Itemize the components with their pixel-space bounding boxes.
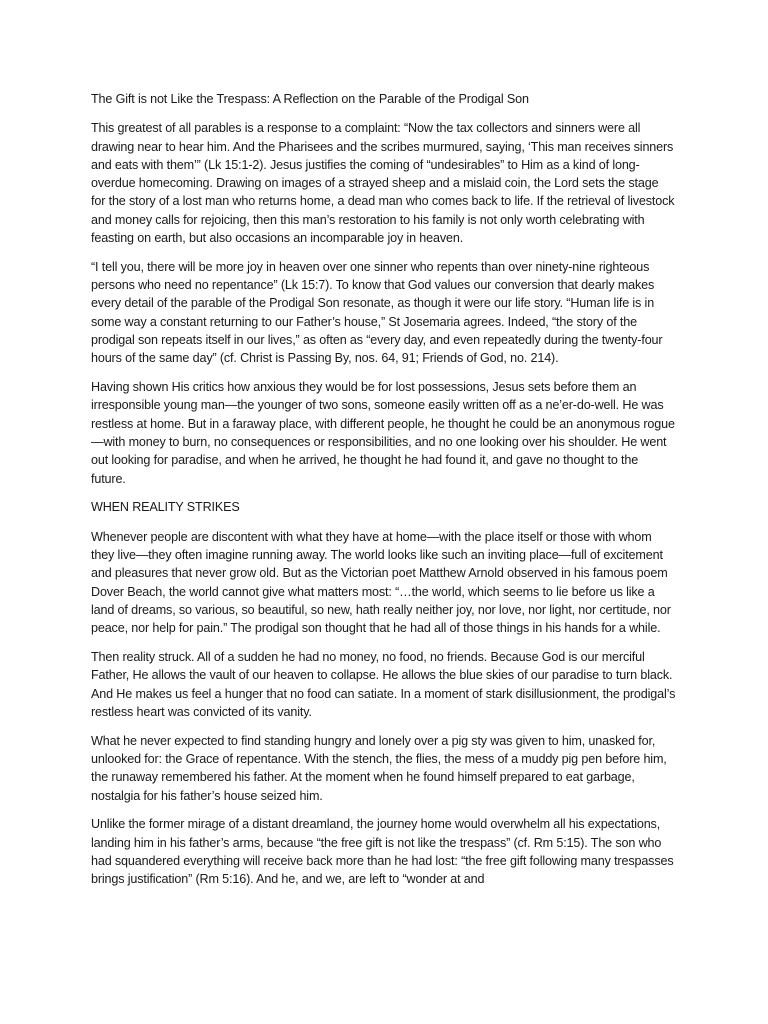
paragraph-7: Unlike the former mirage of a distant dreamland, the journey home would overwhelm all his expectations, landing him in his father’s arms, because “the free gift is not like the trespass” (cf. Rm 5:15). The son who had squandered everything will receive back more than he had lost: “the free gift following many trespasses brings justification” (Rm 5:16). And he, and we, are left to “wonder at and [91, 817, 674, 887]
paragraph-3: Having shown His critics how anxious they would be for lost possessions, Jesus sets before them an irresponsible young man—the younger of two sons, someone easily written off as a ne’er-do-well. He was restless at home. But in a faraway place, with different people, he thought he could be an anonymous rogue—with money to burn, no consequences or responsibilities, and no one looking over his shoulder. He went out looking for paradise, and when he arrived, he thought he had found it, and gave no thought to the future. [91, 380, 675, 486]
section-heading: WHEN REALITY STRIKES [91, 500, 240, 515]
paragraph-2: “I tell you, there will be more joy in heaven over one sinner who repents than over ninety-nine righteous persons who need no repentance” (Lk 15:7). To know that God values our conversion that dearly makes every detail of the parable of the Prodigal Son resonate, as though it were our life story. “Human life is in some way a constant returning to our Father’s house,” St Josemaria agrees. Indeed, “the story of the prodigal son repeats itself in our lives,” as often as “every day, and even repeatedly during the twenty-four hours of the same day” (cf. Christ is Passing By, nos. 64, 91; Friends of God, no. 214). [91, 259, 663, 366]
paragraph-4: Whenever people are discontent with what they have at home—with the place itself or those with whom they live—they often imagine running away. The world looks like such an inviting place—full of excitement and pleasures that never grow old. But as the Victorian poet Matthew Arnold observed in his famous poem Dover Beach, the world cannot give what matters most: “…the world, which seems to lie before us like a land of dreams, so various, so beautiful, so new, hath really neither joy, nor love, nor light, nor certitude, nor peace, nor help for pain.” The prodigal son thought that he had all of those things in his hands for a while. [91, 529, 671, 636]
document-title: The Gift is not Like the Trespass: A Reflection on the Parable of the Prodigal Son [91, 92, 529, 106]
paragraph-6: What he never expected to find standing hungry and lonely over a pig sty was given to him, unasked for, unlooked for: the Grace of repentance. With the stench, the flies, the mess of a muddy pig pen before him, the runaway remembered his father. At the moment when he found himself prepared to eat garbage, nostalgia for his father’s house seized him. [91, 733, 667, 803]
paragraph-1: This greatest of all parables is a response to a complaint: “Now the tax collectors and sinners were all drawing near to hear him. And the Pharisees and the scribes murmured, saying, ‘This man receives sinners and eats with them’” (Lk 15:1-2). Jesus justifies the coming of “undesirables” to Him as a kind of long-overdue homecoming. Drawing on images of a strayed sheep and a mislaid coin, the Lord sets the stage for the story of a lost man who returns home, a dead man who comes back to life. If the retrieval of livestock and money calls for rejoicing, then this man’s restoration to his family is not only worth celebrating with feasting on earth, but also occasions an incomparable joy in heaven. [91, 121, 675, 246]
paragraph-5: Then reality struck. All of a sudden he had no money, no food, no friends. Because God is our merciful Father, He allows the vault of our heaven to collapse. He allows the blue skies of our paradise to turn black. And He makes us feel a hunger that no food can satiate. In a moment of stark disillusionment, the prodigal’s restless heart was convicted of its vanity. [91, 650, 676, 719]
document-body [91, 90, 676, 899]
